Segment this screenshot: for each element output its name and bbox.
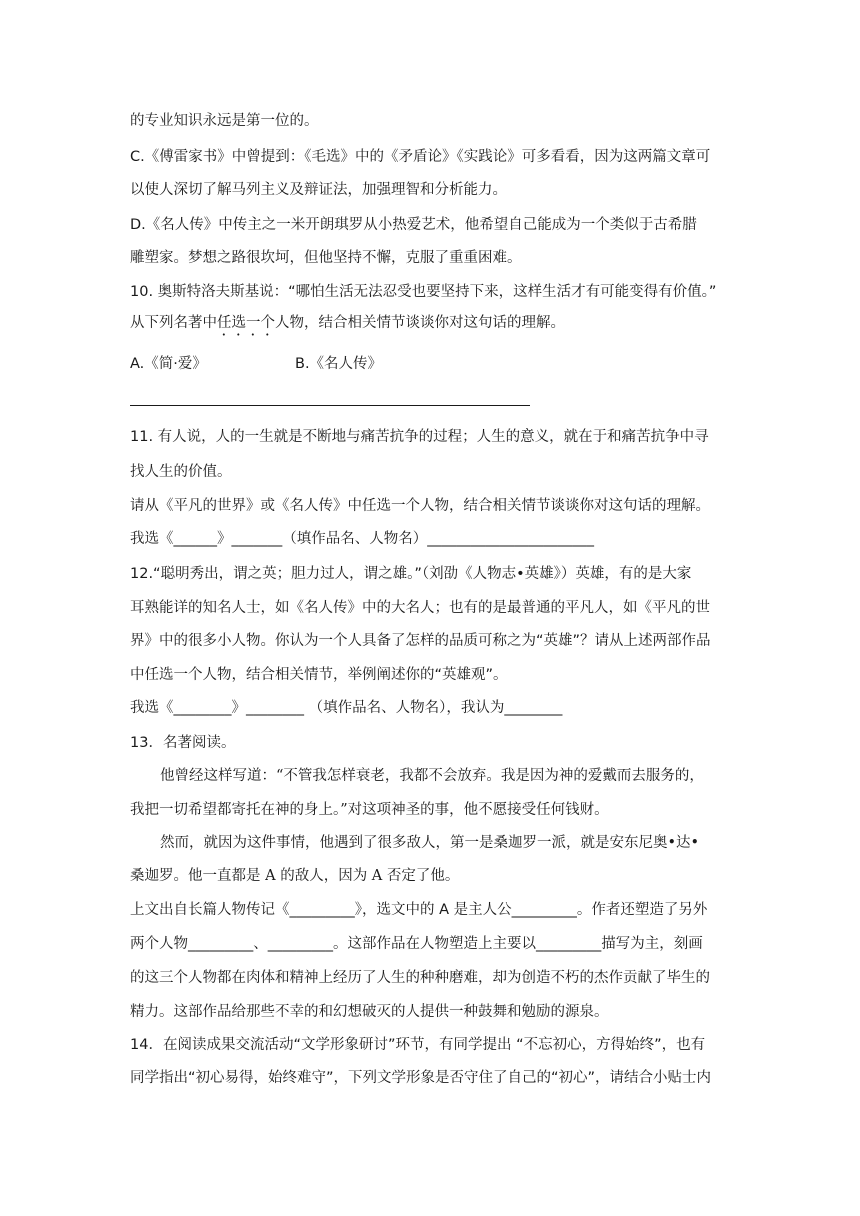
text-line: 耳熟能详的知名人士，如《名人传》中的大名人；也有的是最普通的平凡人，如《平凡的世	[130, 600, 710, 616]
fill-blank-line: 上文出自长篇人物传记《_________》，选文中的 A 是主人公_________。作者还塑造了另外	[130, 902, 708, 918]
option-c-line: C.《傅雷家书》中曾提到：《毛选》中的《矛盾论》《实践论》可多看看，因为这两篇文章可	[130, 149, 711, 165]
option-a: A.《简·爱》	[130, 356, 207, 372]
fill-blank-line: 我选《______》_______（填作品名、人物名）_______________________	[130, 531, 594, 547]
text-segment: 人物，结合相关情节谈谈你对这句话的理解。	[275, 315, 565, 331]
question-14: 14．在阅读成果交流活动“文学形象研讨”环节，有同学提出 “不忘初心，方得始终”，也有	[130, 1037, 706, 1053]
text-line: 的专业知识永远是第一位的。	[130, 113, 319, 129]
fill-blank-line: 两个人物_________、_________。这部作品在人物塑造上主要以_________描写为主，刻画	[130, 936, 703, 952]
text-line: 雕塑家。梦想之路很坎坷，但他坚持不懈，克服了重重困难。	[130, 250, 522, 266]
text-line: 找人生的价值。	[130, 464, 232, 480]
text-line: 同学指出“初心易得，始终难守”，下列文学形象是否守住了自己的“初心”，请结合小贴士内	[130, 1070, 712, 1086]
quote-line: 桑迦罗。他一直都是 A 的敌人，因为 A 否定了他。	[130, 868, 460, 884]
question-11: 11. 有人说，人的一生就是不断地与痛苦抗争的过程；人生的意义，就在于和痛苦抗争中寻	[130, 429, 709, 445]
quote-line: 他曾经这样写道：“不管我怎样衰老，我都不会放弃。我是因为神的爱戴而去服务的，	[160, 768, 704, 784]
question-10-instruction	[130, 313, 730, 339]
option-d-line: D.《名人传》中传主之一米开朗琪罗从小热爱艺术，他希望自己能成为一个类似于古希腊	[130, 217, 697, 233]
text-line: 请从《平凡的世界》或《名人传》中任选一个人物，结合相关情节谈谈你对这句话的理解。	[130, 498, 710, 514]
emphasized-text: 任选一个	[217, 315, 275, 331]
text-line: 界》中的很多小人物。你认为一个人具备了怎样的品质可称之为“英雄”？请从上述两部作品	[130, 633, 711, 649]
text-segment: 从下列名著中	[130, 315, 217, 331]
question-10: 10. 奥斯特洛夫斯基说：“哪怕生活无法忍受也要坚持下来，这样生活才有可能变得有价值。”	[130, 284, 717, 300]
text-line: 精力。这部作品给那些不幸的和幻想破灭的人提供一种鼓舞和勉励的源泉。	[130, 1004, 609, 1020]
quote-line: 然而，就因为这件事情，他遇到了很多敌人，第一是桑迦罗一派，就是安东尼奥•达•	[160, 835, 700, 851]
question-12: 12.“聪明秀出，谓之英；胆力过人，谓之雄。”（刘劭《人物志•英雄》）英雄，有的是大家	[130, 566, 692, 582]
text-line: 中任选一个人物，结合相关情节，举例阐述你的“英雄观”。	[130, 667, 508, 683]
text-line: 的这三个人物都在肉体和精神上经历了人生的种种磨难，却为创造不朽的杰作贡献了毕生的	[130, 970, 710, 986]
question-13: 13．名著阅读。	[130, 735, 236, 751]
answer-blank-line	[130, 405, 530, 406]
quote-line: 我把一切希望都寄托在神的身上。”对这项神圣的事，他不愿接受任何钱财。	[130, 802, 609, 818]
text-line: 以使人深切了解马列主义及辩证法，加强理智和分析能力。	[130, 182, 507, 198]
option-b: B.《名人传》	[295, 356, 383, 372]
fill-blank-line: 我选《________》________ （填作品名、人物名），我认为________	[130, 700, 563, 716]
